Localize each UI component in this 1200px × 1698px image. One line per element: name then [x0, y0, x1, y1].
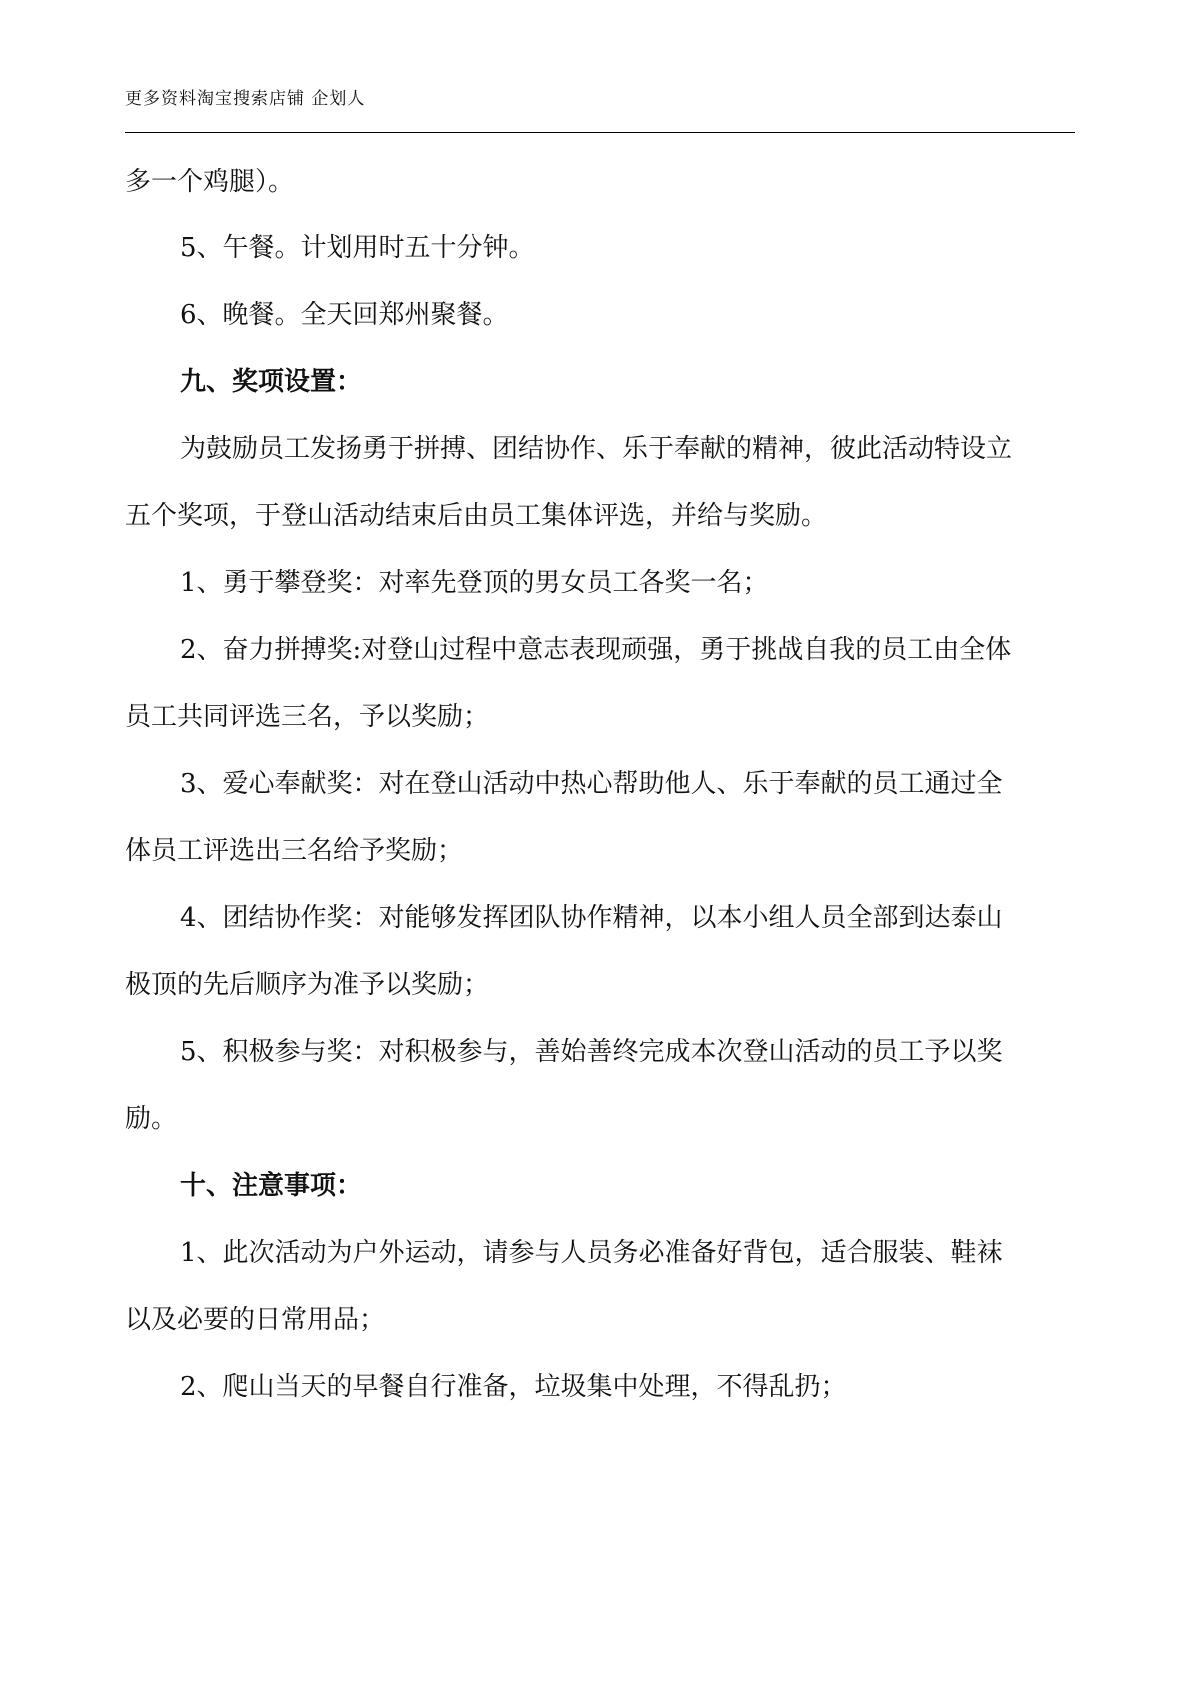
paragraph-line: 五个奖项，于登山活动结束后由员工集体评选，并给与奖励。: [125, 501, 828, 531]
paragraph-line: 1、勇于攀登奖：对率先登顶的男女员工各奖一名；: [180, 568, 769, 598]
paragraph-line: 1、此次活动为户外运动，请参与人员务必准备好背包，适合服装、鞋袜: [180, 1238, 1003, 1268]
paragraph-line: 极顶的先后顺序为准予以奖励；: [125, 970, 490, 1000]
paragraph-line: 员工共同评选三名，予以奖励；: [125, 702, 490, 732]
header-divider: [125, 132, 1075, 133]
paragraph-line: 以及必要的日常用品；: [125, 1305, 386, 1335]
paragraph-line: 体员工评选出三名给予奖励；: [125, 836, 464, 866]
paragraph-line: 5、积极参与奖：对积极参与，善始善终完成本次登山活动的员工予以奖: [180, 1037, 1003, 1067]
paragraph-line: 2、爬山当天的早餐自行准备，垃圾集中处理，不得乱扔；: [180, 1372, 847, 1402]
paragraph-line: 6、晚餐。全天回郑州聚餐。: [180, 300, 509, 330]
paragraph-line: 3、爱心奉献奖：对在登山活动中热心帮助他人、乐于奉献的员工通过全: [180, 769, 1003, 799]
page-header-text: 更多资料淘宝搜索店铺 企划人: [125, 89, 366, 109]
paragraph-line: 2、奋力拼搏奖:对登山过程中意志表现顽强，勇于挑战自我的员工由全体: [180, 635, 1012, 665]
paragraph-line: 为鼓励员工发扬勇于拼搏、团结协作、乐于奉献的精神，彼此活动特设立: [180, 434, 1013, 464]
paragraph-line: 励。: [125, 1104, 178, 1134]
paragraph-line: 4、团结协作奖：对能够发挥团队协作精神，以本小组人员全部到达泰山: [180, 903, 1003, 933]
section-heading: 九、奖项设置：: [180, 367, 363, 397]
section-heading: 十、注意事项：: [180, 1171, 363, 1201]
paragraph-line: 多一个鸡腿）。: [125, 167, 295, 197]
paragraph-line: 5、午餐。计划用时五十分钟。: [180, 233, 535, 263]
